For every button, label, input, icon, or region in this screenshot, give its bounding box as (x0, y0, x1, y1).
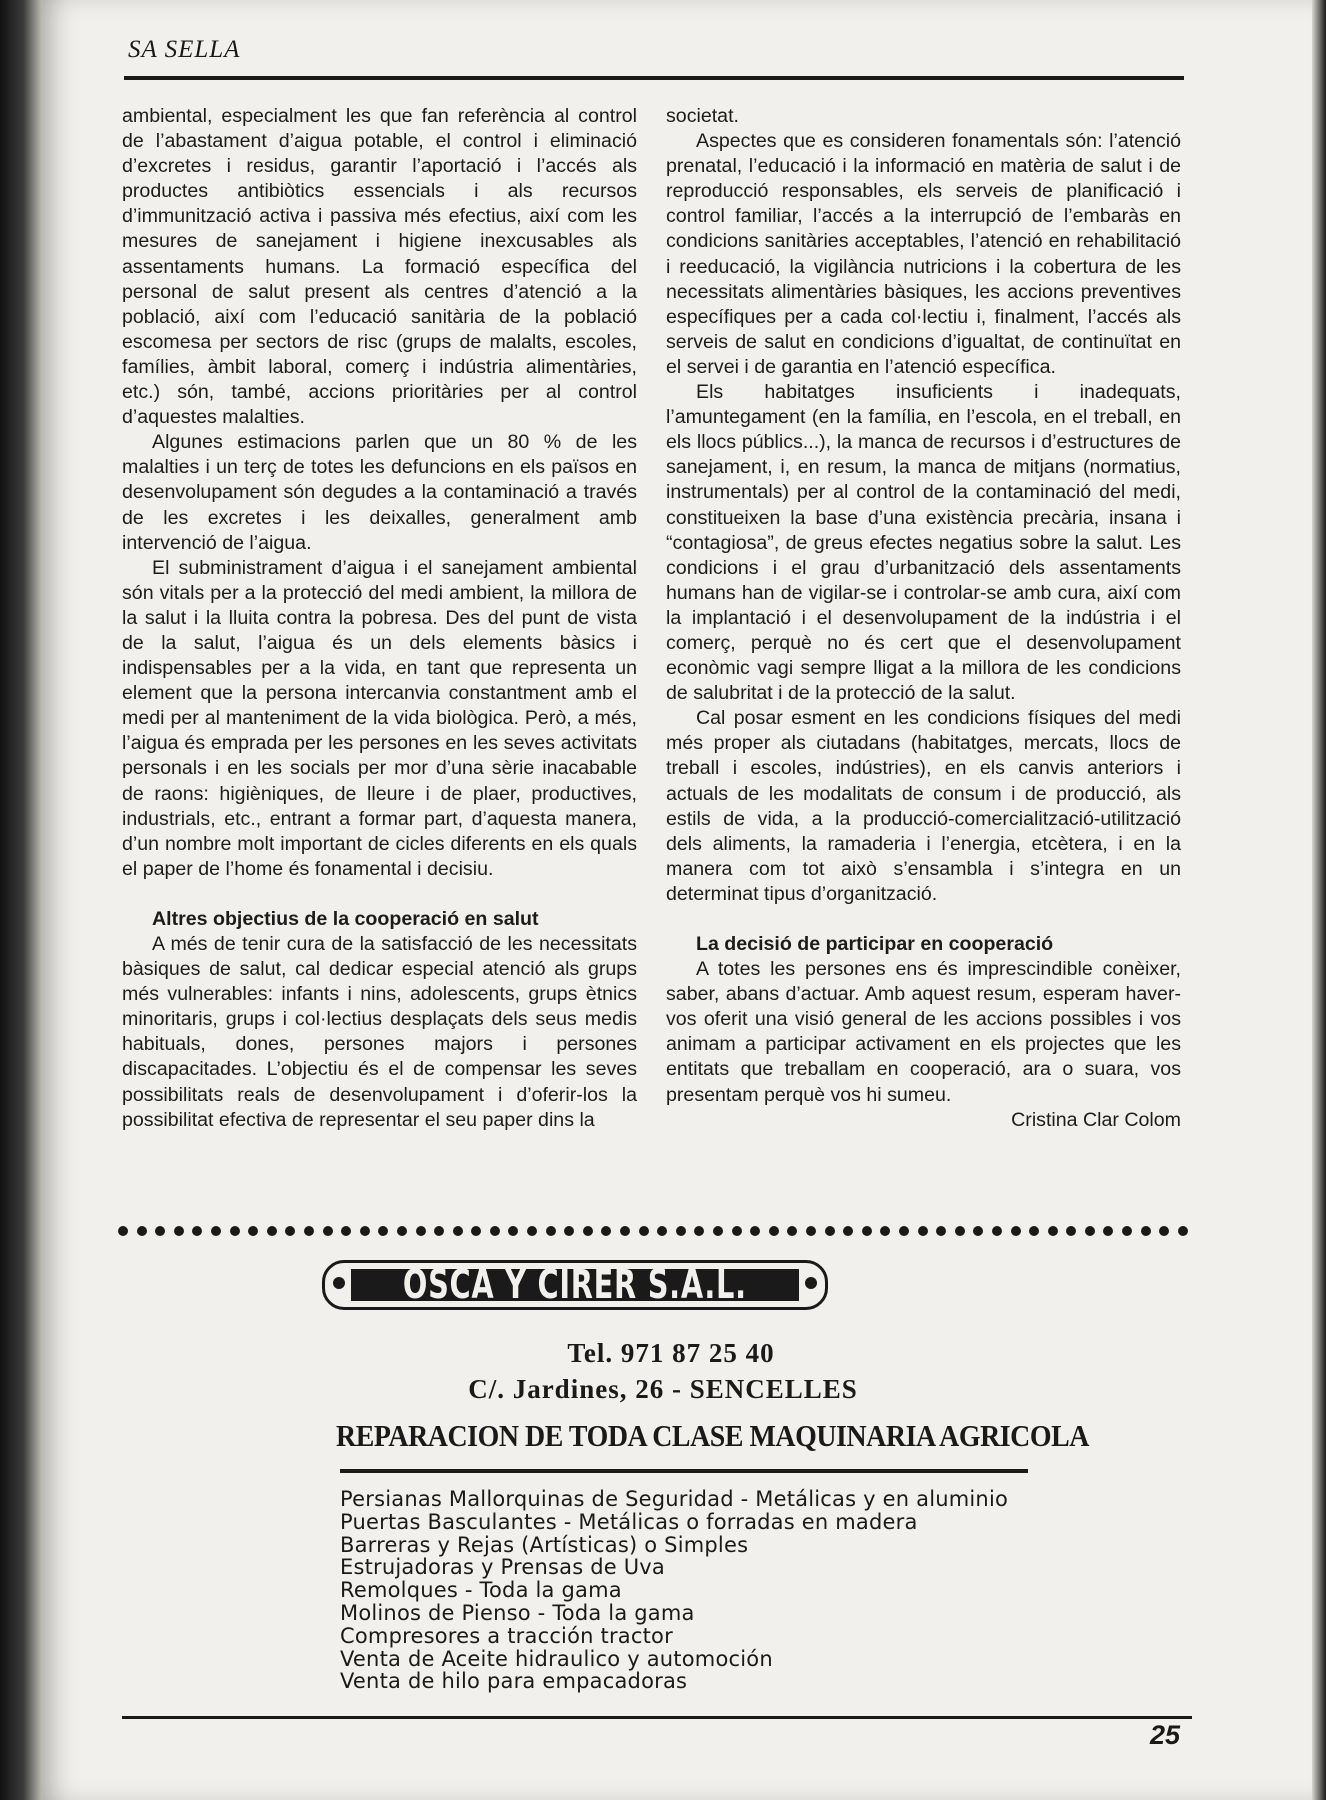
right-column (666, 104, 1181, 1133)
divider-dot (936, 1226, 946, 1236)
advert-telephone: Tel. 971 87 25 40 (567, 1338, 775, 1368)
divider-dot (1048, 1226, 1058, 1236)
paragraph: Cal posar esment en les condicions físiques del medi més proper als ciutadans (habitatges, mercats, llocs de treball i escoles, indústries), en els canvis anteriors i actuals de les modalitats de consum i de producció, als estils de vida, a la producció-comercialització-utilització dels aliments, la ramaderia i l’energia, etcètera, i en la manera com tot això s’ensambla i s’integra en un determinat tipus d’organització. (666, 707, 1181, 905)
company-logo (322, 1260, 828, 1310)
section-heading: La decisió de participar en cooperació (696, 933, 1054, 955)
author-signature: Cristina Clar Colom (1011, 1108, 1181, 1131)
page-number: 25 (1150, 1720, 1181, 1750)
service-item: Puertas Basculantes - Metálicas o forradas en madera (340, 1509, 918, 1534)
services-list (340, 1488, 1008, 1693)
divider-dot (360, 1226, 370, 1236)
divider-dot (285, 1226, 295, 1236)
paragraph: Aspectes que es consideren fonamentals són: l’atenció prenatal, l’educació i la informació en matèria de salut i de reproducció responsables, els serveis de planificació i control familiar, l’accés a la interrupció de l’embaràs en condicions sanitàries acceptables, l’atenció en rehabilitació i reeducació, la vigilància nutricions i la cobertura de les necessitats alimentàries bàsiques, les accions preventives específiques per a cada col·lectiu i, finalment, l’accés als serveis de salut en condicions d’igualtat, de continuïtat en el servei i de garantia en l’atenció específica. (666, 130, 1181, 378)
paragraph: A totes les persones ens és imprescindible conèixer, saber, abans d’actuar. Amb aquest resum, esperam haver-vos oferit una visió general de les accions possibles i vos animam a participar activament en els projectes que les entitats que treballam en cooperació, ara o suara, vos presentam perquè vos hi sumeu. (666, 958, 1181, 1106)
page-edge (1312, 0, 1326, 1800)
divider-dot (211, 1226, 221, 1236)
divider-dot (118, 1226, 128, 1236)
footer-rule (122, 1716, 1192, 1719)
logo-text: OSCA Y CIRER S.A.L. (403, 1262, 747, 1308)
paragraph: societat. (666, 105, 739, 127)
divider-dot (955, 1226, 965, 1236)
divider-dot (750, 1226, 760, 1236)
divider-dot (1029, 1226, 1039, 1236)
divider-dot (416, 1226, 426, 1236)
divider-dot (471, 1226, 481, 1236)
service-item: Estrujadoras y Prensas de Uva (340, 1555, 666, 1580)
divider-dot (527, 1226, 537, 1236)
divider-dot (713, 1226, 723, 1236)
header-rule (124, 76, 1184, 80)
divider-dot (192, 1226, 202, 1236)
paragraph: A més de tenir cura de la satisfacció de les necessitats bàsiques de salut, cal dedicar especial atenció als grups més vulnerables: infants i nins, adolescents, grups ètnics minoritaris, grups i col·lectius desplaçats dels seus medis habituals, dones, persones majors i persones discapacitades. L’objectiu és el de compensar les seves possibilitats reals de desenvolupament i d’oferir-los la possibilitat efectiva de representar el seu paper dins la (122, 933, 637, 1131)
divider-dot (694, 1226, 704, 1236)
divider-dot (806, 1226, 816, 1236)
service-item: Venta de hilo para empacadoras (340, 1669, 688, 1694)
divider-dot (248, 1226, 258, 1236)
divider-dot (973, 1226, 983, 1236)
divider-dot (620, 1226, 630, 1236)
divider-dot (1011, 1226, 1021, 1236)
divider-dot (230, 1226, 240, 1236)
divider-dot (341, 1226, 351, 1236)
advert-headline: REPARACION DE TODA CLASE MAQUINARIA AGRICOLA (336, 1418, 1089, 1453)
divider-dot (769, 1226, 779, 1236)
divider-dot (453, 1226, 463, 1236)
divider-dot (899, 1226, 909, 1236)
advert-rule (340, 1469, 1028, 1473)
service-item: Barreras y Rejas (Artísticas) o Simples (340, 1532, 749, 1557)
dotted-divider (118, 1226, 1188, 1238)
paragraph: ambiental, especialment les que fan referència al control de l’abastament d’aigua potable, el control i eliminació d’excretes i residus, garantir l’aportació i l’accés als productes antibiòtics essencials i als recursos d’immunització activa i passiva més efectius, així com les mesures de sanejament i higiene inexcusables als assentaments humans. La formació específica del personal de salut present als centres d’atenció a la població, així com l’educació sanitària de la població escomesa per sectors de risc (grups de malalts, escoles, famílies, àmbit laboral, comerç i indústria alimentàries, etc.) són, també, accions prioritàries per al control d’aquestes malalties. (122, 105, 637, 429)
divider-dot (508, 1226, 518, 1236)
divider-dot (434, 1226, 444, 1236)
divider-dot (1085, 1226, 1095, 1236)
divider-dot (918, 1226, 928, 1236)
service-item: Persianas Mallorquinas de Seguridad - Metálicas y en aluminio (340, 1487, 1009, 1511)
binding-spine (0, 0, 42, 1800)
divider-dot (546, 1226, 556, 1236)
divider-dot (657, 1226, 667, 1236)
divider-dot (676, 1226, 686, 1236)
running-head: SA SELLA (128, 36, 241, 63)
divider-dot (639, 1226, 649, 1236)
divider-dot (1066, 1226, 1076, 1236)
divider-dot (1103, 1226, 1113, 1236)
section-heading: Altres objectius de la cooperació en salut (152, 907, 539, 930)
divider-dot (155, 1226, 165, 1236)
divider-dot (564, 1226, 574, 1236)
service-item: Molinos de Pienso - Toda la gama (340, 1600, 695, 1625)
divider-dot (490, 1226, 500, 1236)
divider-dot (583, 1226, 593, 1236)
divider-dot (787, 1226, 797, 1236)
divider-dot (397, 1226, 407, 1236)
divider-dot (992, 1226, 1002, 1236)
divider-dot (267, 1226, 277, 1236)
divider-dot (1141, 1226, 1151, 1236)
divider-dot (304, 1226, 314, 1236)
divider-dot (825, 1226, 835, 1236)
service-item: Compresores a tracción tractor (340, 1623, 673, 1648)
divider-dot (843, 1226, 853, 1236)
paragraph: El subministrament d’aigua i el sanejament ambiental són vitals per a la protecció del medi ambient, la millora de la salut i la lluita contra la pobresa. Des del punt de vista de la salut, l’aigua és un dels elements bàsics i indispensables per a la vida, en tant que representa un element que la persona intercanvia constantment amb el medi per al manteniment de la vida biològica. Però, a més, l’aigua és emprada per les persones en les seves activitats personals i en les socials per mor d’una sèrie inacabable de raons: higièniques, de lleure i de plaer, productives, industrials, etc., entrant a formar part, d’aquesta manera, d’un nombre molt important de cicles diferents en els quals el paper de l’home és fonamental i decisiu. (122, 556, 637, 880)
advert-address: C/. Jardines, 26 - SENCELLES (468, 1374, 858, 1404)
service-item: Remolques - Toda la gama (340, 1578, 622, 1603)
divider-dot (137, 1226, 147, 1236)
divider-dot (323, 1226, 333, 1236)
divider-dot (880, 1226, 890, 1236)
divider-dot (1178, 1226, 1188, 1236)
paragraph: Algunes estimacions parlen que un 80 % de les malalties i un terç de totes les defuncions en els països en desenvolupament són degudes a la contaminació a través de les excretes i les deixalles, generalment amb intervenció de l’aigua. (122, 431, 637, 554)
divider-dot (174, 1226, 184, 1236)
divider-dot (601, 1226, 611, 1236)
paragraph: Els habitatges insuficients i inadequats, l’amuntegament (en la família, en l’escola, en el treball, en els llocs públics...), la manca de recursos i d’estructures de sanejament, i, en resum, la manca de mitjans (normatius, instrumentals) per al control de la contaminació del medi, constitueixen la base d’una existència precària, insana i “contagiosa”, de greus efectes negatius sobre la salut. Les condicions i el grau d’urbanització dels assentaments humans han de vigilar-se i controlar-se amb cura, així com la implantació i el desenvolupament de la indústria i el comerç, perquè no és cert que el desenvolupament econòmic vagi sempre lligat a la millora de les condicions de salubritat i de la protecció de la salut. (666, 381, 1181, 705)
service-item: Venta de Aceite hidraulico y automoción (340, 1646, 773, 1671)
left-column (122, 104, 637, 1133)
divider-dot (1122, 1226, 1132, 1236)
divider-dot (732, 1226, 742, 1236)
divider-dot (862, 1226, 872, 1236)
divider-dot (1159, 1226, 1169, 1236)
divider-dot (378, 1226, 388, 1236)
